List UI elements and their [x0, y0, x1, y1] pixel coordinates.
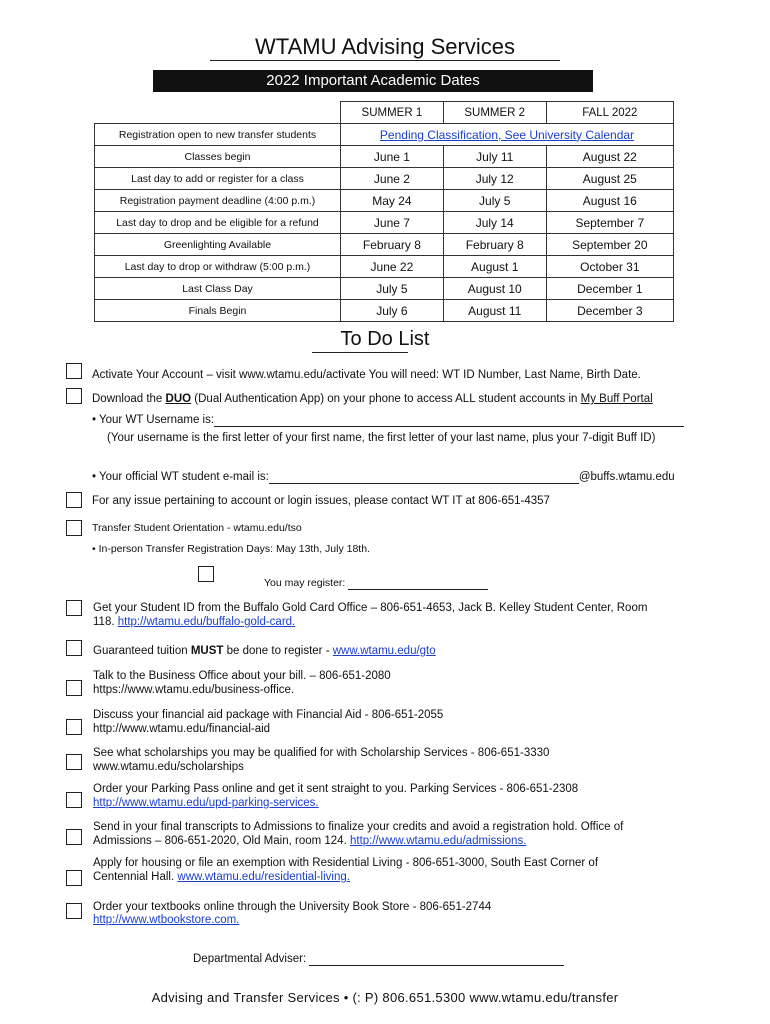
- username-blank[interactable]: [214, 426, 684, 427]
- email-row: [92, 470, 712, 484]
- date-cell: July 11: [443, 146, 546, 168]
- date-cell: July 5: [443, 190, 546, 212]
- todo-title-underline: [312, 352, 408, 353]
- email-label: • Your official WT student e-mail is:: [92, 471, 269, 483]
- todo-business-office: Talk to the Business Office about your bill. – 806-651-2080: [93, 670, 391, 682]
- todo-checkbox-orientation[interactable]: [66, 520, 82, 536]
- admissions-link[interactable]: http://www.wtamu.edu/admissions.: [349, 835, 527, 847]
- date-cell: August 16: [546, 190, 673, 212]
- date-cell: December 1: [546, 278, 673, 300]
- register-blank[interactable]: [348, 589, 488, 590]
- my-buff-portal-link[interactable]: My Buff Portal: [580, 393, 653, 405]
- parking-link[interactable]: http://www.wtamu.edu/upd-parking-services.: [93, 797, 319, 809]
- date-cell: October 31: [546, 256, 673, 278]
- bookstore-link[interactable]: http://www.wtbookstore.com.: [93, 914, 240, 926]
- date-cell: August 25: [546, 168, 673, 190]
- register-checkbox[interactable]: [198, 566, 214, 582]
- page-title: WTAMU Advising Services: [255, 34, 515, 59]
- date-cell: August 10: [443, 278, 546, 300]
- date-cell: December 3: [546, 300, 673, 322]
- date-cell: September 7: [546, 212, 673, 234]
- row-label: Classes begin: [95, 146, 341, 168]
- date-cell: July 5: [341, 278, 444, 300]
- gold-card-link[interactable]: http://wtamu.edu/buffalo-gold-card.: [117, 616, 296, 628]
- todo-checkbox-financial-aid[interactable]: [66, 719, 82, 735]
- date-cell: July 6: [341, 300, 444, 322]
- username-row: [92, 413, 702, 427]
- date-cell: August 22: [546, 146, 673, 168]
- date-cell: August 11: [443, 300, 546, 322]
- todo-tuition: [93, 644, 693, 658]
- todo-scholarships: See what scholarships you may be qualified for with Scholarship Services - 806-651-3330: [93, 747, 550, 759]
- dates-heading: 2022 Important Academic Dates: [153, 70, 593, 92]
- table-row: [95, 278, 674, 300]
- adviser-blank[interactable]: [309, 965, 564, 966]
- todo-checkbox-duo[interactable]: [66, 388, 82, 404]
- todo-checkbox-parking[interactable]: [66, 792, 82, 808]
- date-cell: July 14: [443, 212, 546, 234]
- todo-checkbox-housing[interactable]: [66, 870, 82, 886]
- housing-text: Apply for housing or file an exemption with Residential Living - 806-651-3000, South East Corner of Centennial Hall.: [93, 857, 599, 883]
- row-label: Last day to drop or withdraw (5:00 p.m.): [95, 256, 341, 278]
- col-summer1: SUMMER 1: [341, 102, 444, 124]
- tuition-must: MUST: [190, 645, 224, 657]
- row-label: Last day to add or register for a class: [95, 168, 341, 190]
- todo-activate-account: Activate Your Account – visit www.wtamu.edu/activate You will need: WT ID Number, Last Name, Birth Date.: [92, 369, 641, 381]
- date-cell: July 12: [443, 168, 546, 190]
- register-label: You may register:: [264, 577, 346, 589]
- date-cell: September 20: [546, 234, 673, 256]
- row-label: Last Class Day: [95, 278, 341, 300]
- todo-orientation: Transfer Student Orientation - wtamu.edu/tso: [92, 522, 302, 534]
- business-office-url[interactable]: https://www.wtamu.edu/business-office.: [93, 684, 295, 696]
- todo-parking: Order your Parking Pass online and get it sent straight to you. Parking Services - 806-651-2308: [93, 783, 579, 795]
- col-fall: FALL 2022: [546, 102, 673, 124]
- financial-aid-url[interactable]: http://www.wtamu.edu/financial-aid: [93, 723, 271, 735]
- username-note: (Your username is the first letter of your first name, the first letter of your last name, plus your 7-digit Buff ID): [107, 432, 656, 444]
- email-suffix: @buffs.wtamu.edu: [578, 471, 675, 483]
- todo-checkbox-activate[interactable]: [66, 363, 82, 379]
- table-row: [95, 234, 674, 256]
- table-row: [95, 256, 674, 278]
- username-label: • Your WT Username is:: [92, 414, 215, 426]
- email-blank[interactable]: [269, 483, 579, 484]
- todo-checkbox-transcripts[interactable]: [66, 829, 82, 845]
- todo-checkbox-scholarships[interactable]: [66, 754, 82, 770]
- tuition-pre: Guaranteed tuition: [93, 645, 191, 657]
- date-cell: June 22: [341, 256, 444, 278]
- adviser-label: Departmental Adviser:: [193, 953, 307, 965]
- todo-housing: [93, 856, 653, 884]
- gto-link[interactable]: www.wtamu.edu/gto: [332, 645, 436, 657]
- date-cell: June 2: [341, 168, 444, 190]
- col-summer2: SUMMER 2: [443, 102, 546, 124]
- date-cell: May 24: [341, 190, 444, 212]
- student-id-text: Get your Student ID from the Buffalo Gold Card Office – 806-651-4653, Jack B. Kelley Student Center, Room 118.: [93, 602, 648, 628]
- table-row: [95, 300, 674, 322]
- table-row: [95, 146, 674, 168]
- date-cell: February 8: [443, 234, 546, 256]
- title-underline: [210, 60, 560, 61]
- pending-calendar-link[interactable]: Pending Classification, See University Calendar: [341, 124, 674, 146]
- academic-dates-table: [94, 101, 674, 322]
- todo-textbooks: Order your textbooks online through the University Book Store - 806-651-2744: [93, 901, 492, 913]
- row-label: Registration payment deadline (4:00 p.m.): [95, 190, 341, 212]
- table-row: [95, 168, 674, 190]
- row-label: Finals Begin: [95, 300, 341, 322]
- residential-living-link[interactable]: www.wtamu.edu/residential-living.: [177, 871, 350, 883]
- todo-financial-aid: Discuss your financial aid package with Financial Aid - 806-651-2055: [93, 709, 444, 721]
- todo-transcripts: [93, 820, 683, 848]
- table-row: [95, 190, 674, 212]
- table-row: [95, 212, 674, 234]
- todo-student-id: [93, 601, 653, 629]
- todo-it-support: For any issue pertaining to account or login issues, please contact WT IT at 806-651-4357: [92, 495, 550, 507]
- date-cell: June 7: [341, 212, 444, 234]
- tuition-post: be done to register -: [223, 645, 333, 657]
- date-cell: August 1: [443, 256, 546, 278]
- todo-checkbox-business[interactable]: [66, 680, 82, 696]
- todo-checkbox-student-id[interactable]: [66, 600, 82, 616]
- date-cell: June 1: [341, 146, 444, 168]
- footer-contact: Advising and Transfer Services • (: P) 806.651.5300 www.wtamu.edu/transfer: [151, 990, 619, 1005]
- register-row: [264, 576, 564, 590]
- row-label: Greenlighting Available: [95, 234, 341, 256]
- scholarships-url[interactable]: www.wtamu.edu/scholarships: [93, 761, 244, 773]
- todo-checkbox-tuition[interactable]: [66, 640, 82, 656]
- orientation-days: • In-person Transfer Registration Days: May 13th, July 18th.: [92, 543, 370, 555]
- todo-title: To Do List: [340, 328, 430, 350]
- todo-checkbox-textbooks[interactable]: [66, 903, 82, 919]
- table-row: [95, 124, 674, 146]
- duo-text-post: (Dual Authentication App) on your phone to access ALL student accounts in: [191, 393, 581, 405]
- table-header-row: [95, 102, 674, 124]
- date-cell: February 8: [341, 234, 444, 256]
- duo-text-pre: Download the: [92, 393, 166, 405]
- row-label: Last day to drop and be eligible for a refund: [95, 212, 341, 234]
- adviser-row: [193, 952, 593, 966]
- row-label: Registration open to new transfer students: [95, 124, 341, 146]
- todo-checkbox-it[interactable]: [66, 492, 82, 508]
- duo-bold: DUO: [165, 393, 192, 405]
- todo-duo: [92, 392, 762, 406]
- transcripts-text: Send in your final transcripts to Admissions to finalize your credits and avoid a registration hold. Office of Admissions – 806-651-2020, Old Main, room 124.: [93, 821, 624, 847]
